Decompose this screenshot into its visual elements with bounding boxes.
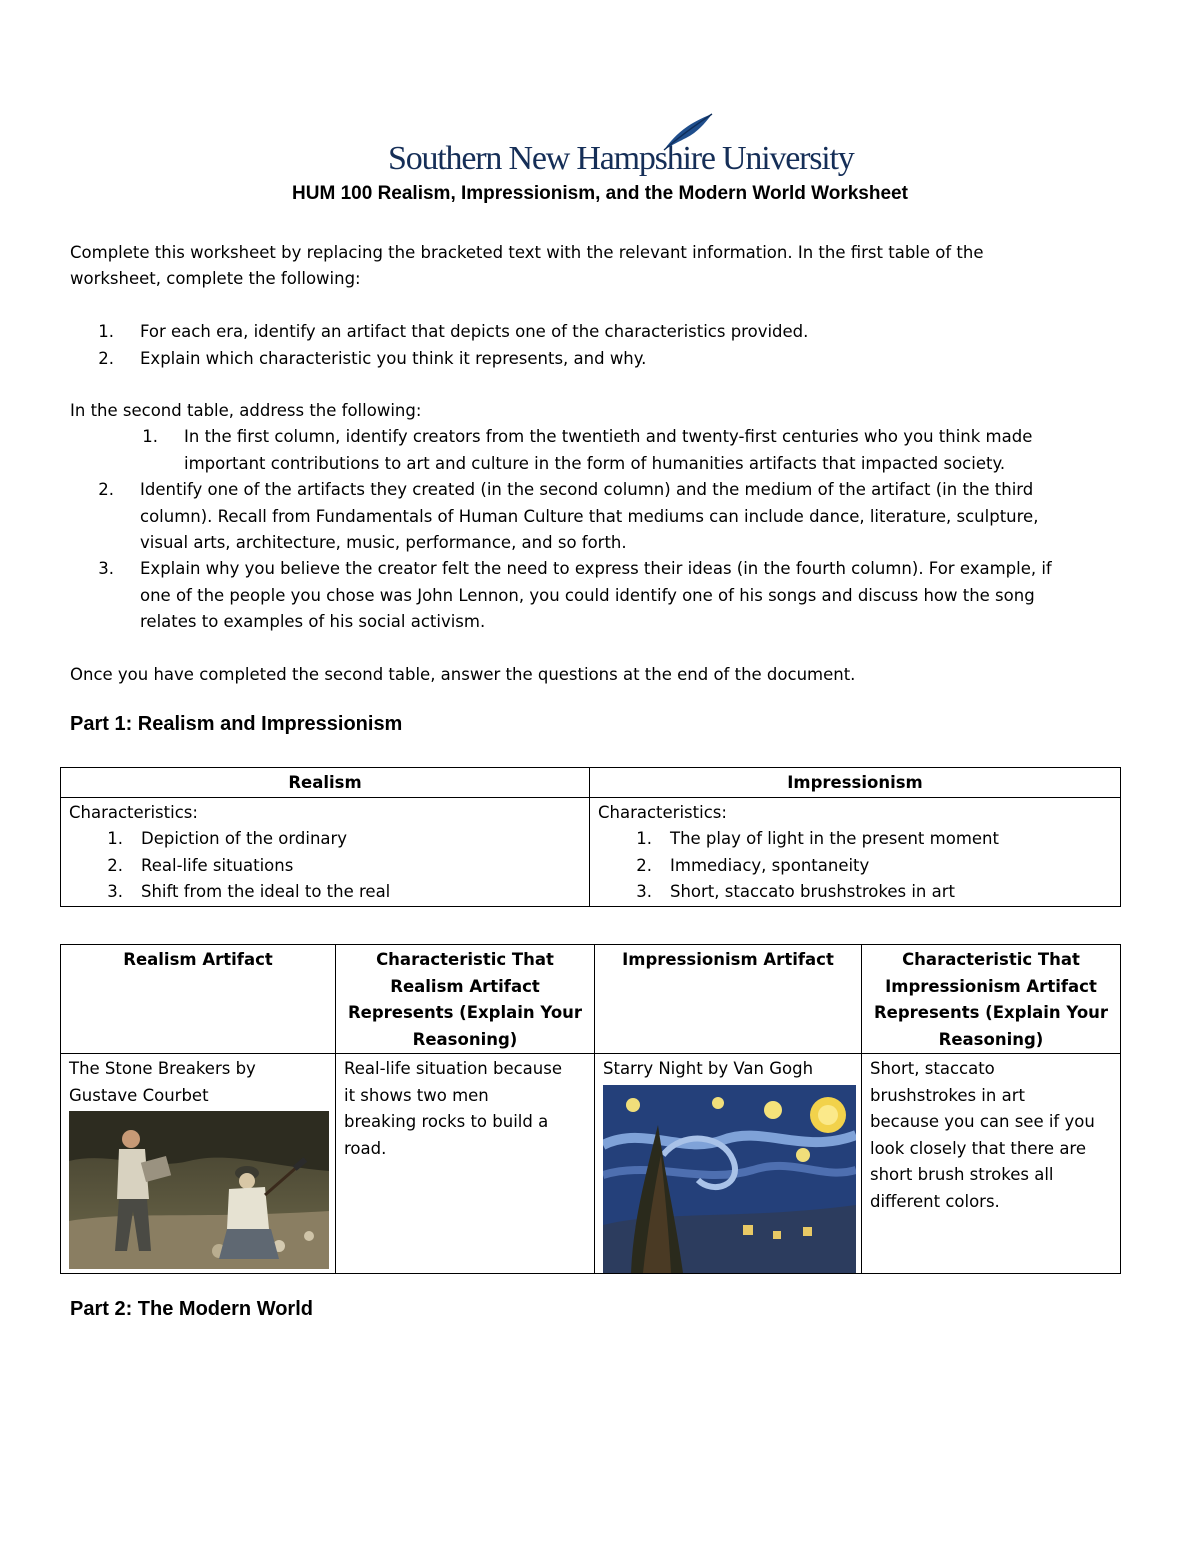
realism-artifact-cell: The Stone Breakers by Gustave Courbet xyxy=(61,1054,336,1274)
second-table-intro: In the second table, address the following: xyxy=(70,401,422,420)
characteristics-label: Characteristics: xyxy=(69,802,198,822)
impressionism-characteristic-header: Characteristic That Impressionism Artifact Represents (Explain Your Reasoning) xyxy=(862,945,1121,1054)
realism-reason-cell: Real-life situation because it shows two men breaking rocks to build a road. xyxy=(336,1054,595,1274)
logo-text: Southern New Hampshire University xyxy=(388,140,854,177)
artifacts-table xyxy=(60,944,1121,1274)
list-item: 3. Shift from the ideal to the real xyxy=(107,882,391,901)
part2-heading: Part 2: The Modern World xyxy=(70,1298,313,1320)
part1-heading: Part 1: Realism and Impressionism xyxy=(70,713,403,735)
impressionism-characteristics-cell xyxy=(590,797,1121,906)
worksheet-page: Southern New Hampshire University HUM 100 Realism, Impressionism, and the Modern World Worksheet Complete this worksheet by replacing the bracketed text with the relevant information. In the first table of the worksheet, complete the following: 1. For each era, identify an artifact that depicts one of the characteristics provided. 2. Explain which characteristic you think it represents, and why. In the second table, address the following: 1. In the first column, identify creators from the twentieth and twenty-first centuries who you think made important contributions to art and culture in the form of humanities artifacts that impacted society. 2. Identify one of the artifacts they created (in the second column) and the medium of the artifact (in the third column). Recall from Fundamentals of Human Culture that mediums can include dance, literature, sculpture, visual arts, architecture, music, performance, and so forth. 3. Explain why you believe the creator felt the need to express their ideas (in the fourth column). For example, if one of the people you chose was John Lennon, you could identify one of his songs and discuss how the song relates to examples of his social activism. Once you have completed the second table, answer the questions at the end of the document. Part 1: Realism and Impressionism Realism Impressionism Characteristics: 1. Depiction of the ordinary 2. Real-life situations 3. Shift from the ideal to the real Characteristics: 1. The play of light in the present moment 2. Immediacy, spontaneity 3. Short, staccato brushstrokes in art Realism Artifact Characteristic That Realism Artifact Represents (Explain Your Reasoning) Impressionism Artifact Characteristic That Impressionism Artifact Represents (Explain Your Reasoning) The Stone Breakers by Gustave Courbet Real-life situation because it shows two men breaking rocks to build a road. Starry Night by Van Gogh Short, staccato brushstrokes in art because you can see if you look closely that there are short brush strokes all different colors. Part 2: The Modern World xyxy=(0,0,1200,1553)
impressionism-header: Impressionism xyxy=(590,768,1121,798)
characteristics-label: Characteristics: xyxy=(598,802,727,822)
intro-line-2: worksheet, complete the following: xyxy=(70,269,361,288)
list-item: 1. Depiction of the ordinary xyxy=(107,829,348,848)
impressionism-artifact-header: Impressionism Artifact xyxy=(595,945,862,1054)
characteristics-table xyxy=(60,767,1121,907)
realism-artifact-header: Realism Artifact xyxy=(61,945,336,1054)
realism-characteristics-cell xyxy=(61,797,590,906)
impressionism-reason-cell: Short, staccato brushstrokes in art because you can see if you look closely that there are short brush strokes all different colors. xyxy=(862,1054,1121,1274)
university-logo xyxy=(388,112,854,182)
list-item: 2. Real-life situations xyxy=(107,855,294,875)
page-title: HUM 100 Realism, Impressionism, and the Modern World Worksheet xyxy=(292,183,908,204)
feather-icon xyxy=(656,112,716,152)
impressionism-artifact-cell: Starry Night by Van Gogh xyxy=(595,1054,862,1274)
list-item: 1. The play of light in the present moment xyxy=(636,829,999,848)
closing-text: Once you have completed the second table, answer the questions at the end of the document. xyxy=(70,665,856,684)
stone-breakers-painting xyxy=(69,1111,329,1269)
list-item: 3. Short, staccato brushstrokes in art xyxy=(636,882,955,901)
realism-header: Realism xyxy=(61,768,590,798)
intro-line-1: Complete this worksheet by replacing the bracketed text with the relevant information. In the first table of the xyxy=(70,243,984,262)
list-item: 2. Immediacy, spontaneity xyxy=(636,855,870,875)
realism-characteristic-header: Characteristic That Realism Artifact Represents (Explain Your Reasoning) xyxy=(336,945,595,1054)
starry-night-painting xyxy=(603,1085,856,1273)
